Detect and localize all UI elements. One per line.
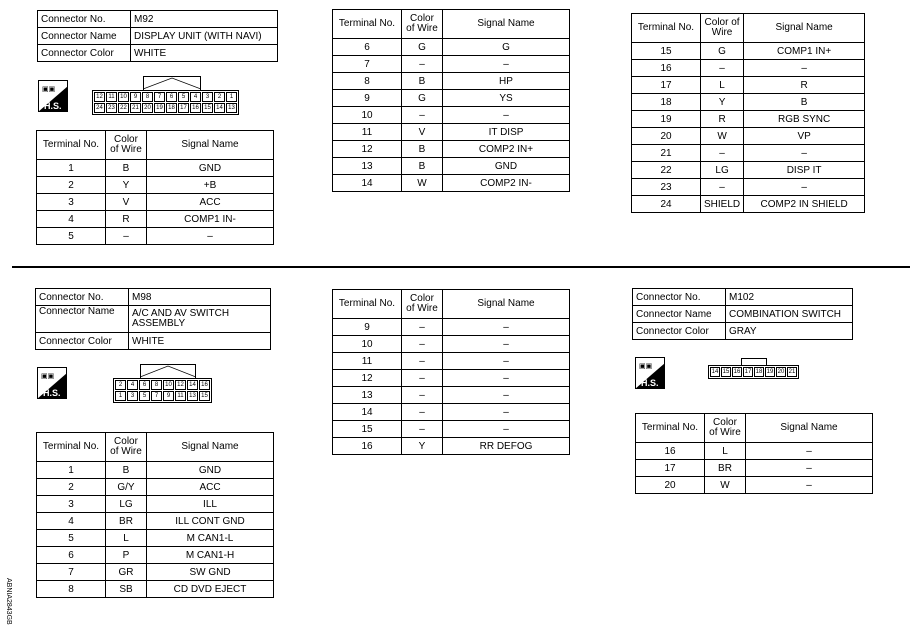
signal-name-cell: M CAN1-H	[147, 547, 274, 564]
signal-name-cell: –	[744, 179, 865, 196]
signal-name-cell: M CAN1-L	[147, 530, 274, 547]
connector-pin: 21	[130, 103, 141, 113]
signal-name-cell: –	[744, 60, 865, 77]
m92-connector-info	[37, 10, 278, 62]
terminal-no-cell: 16	[632, 60, 701, 77]
table-row	[632, 162, 865, 179]
connector-pin: 19	[154, 103, 165, 113]
connector-color-label: Connector Color	[38, 45, 131, 62]
signal-name-cell: ACC	[147, 479, 274, 496]
color-of-wire-header: Color of Wire	[106, 433, 147, 462]
wire-color-cell: SB	[106, 581, 147, 598]
signal-name-cell: GND	[147, 462, 274, 479]
signal-name-cell: –	[443, 107, 570, 124]
color-of-wire-header: Color of Wire	[701, 14, 744, 43]
svg-text:▣▣: ▣▣	[41, 373, 55, 380]
connector-no-value: M98	[129, 289, 271, 306]
table-row	[333, 421, 570, 438]
connector-pin: 18	[755, 369, 763, 375]
table-row	[333, 73, 570, 90]
wire-color-cell: L	[705, 443, 746, 460]
connector-pin: 10	[163, 380, 174, 390]
wire-color-cell: –	[402, 387, 443, 404]
connector-pin: 16	[199, 380, 210, 390]
terminal-no-cell: 19	[632, 111, 701, 128]
signal-name-cell: –	[744, 145, 865, 162]
signal-name-cell: GND	[443, 158, 570, 175]
terminal-no-cell: 3	[37, 194, 106, 211]
signal-name-header: Signal Name	[147, 131, 274, 160]
table-row	[37, 530, 274, 547]
m92-connector-face	[92, 90, 239, 115]
table-row	[37, 479, 274, 496]
terminal-no-cell: 13	[333, 158, 402, 175]
wire-color-cell: L	[106, 530, 147, 547]
connector-pin: 20	[777, 369, 785, 375]
connector-pin: 14	[711, 369, 719, 375]
table-row	[333, 353, 570, 370]
terminal-no-cell: 14	[333, 175, 402, 192]
connector-pin: 17	[178, 103, 189, 113]
wire-color-cell: P	[106, 547, 147, 564]
terminal-no-cell: 16	[636, 443, 705, 460]
connector-pin: 10	[118, 92, 129, 102]
connector-pin: 15	[199, 391, 210, 401]
signal-name-cell: –	[746, 460, 873, 477]
connector-name-value: A/C AND AV SWITCH ASSEMBLY	[129, 306, 271, 333]
connector-pin: 3	[127, 391, 138, 401]
wire-color-cell: W	[402, 175, 443, 192]
connector-no-value: M102	[726, 289, 853, 306]
table-row	[333, 404, 570, 421]
table-row	[333, 39, 570, 56]
terminal-no-cell: 2	[37, 177, 106, 194]
terminal-no-cell: 15	[333, 421, 402, 438]
m92-terminal-table-2	[332, 9, 570, 192]
connector-pin: 13	[226, 103, 237, 113]
table-row	[37, 194, 274, 211]
table-row	[37, 581, 274, 598]
wire-color-cell: L	[701, 77, 744, 94]
terminal-no-cell: 24	[632, 196, 701, 213]
wire-color-cell: –	[402, 107, 443, 124]
m102-terminal-table	[635, 413, 873, 494]
wire-color-cell: R	[106, 211, 147, 228]
wire-color-cell: GR	[106, 564, 147, 581]
signal-name-cell: SW GND	[147, 564, 274, 581]
signal-name-cell: R	[744, 77, 865, 94]
wire-color-cell: –	[701, 60, 744, 77]
terminal-no-cell: 12	[333, 370, 402, 387]
connector-pin: 7	[154, 92, 165, 102]
figure-code: ABNIA2843GB	[5, 578, 12, 625]
wire-color-cell: Y	[106, 177, 147, 194]
table-row	[333, 438, 570, 455]
table-row	[333, 107, 570, 124]
wire-color-cell: W	[705, 477, 746, 494]
signal-name-cell: –	[443, 421, 570, 438]
table-row	[333, 175, 570, 192]
connector-pin: 24	[94, 103, 105, 113]
terminal-no-cell: 18	[632, 94, 701, 111]
terminal-no-cell: 1	[37, 160, 106, 177]
terminal-no-cell: 7	[333, 56, 402, 73]
wire-color-cell: –	[701, 145, 744, 162]
connector-color-label: Connector Color	[36, 333, 129, 350]
signal-name-cell: B	[744, 94, 865, 111]
signal-name-cell: –	[443, 387, 570, 404]
terminal-no-header: Terminal No.	[37, 433, 106, 462]
connector-pin: 13	[187, 391, 198, 401]
table-row	[333, 370, 570, 387]
terminal-no-cell: 11	[333, 353, 402, 370]
signal-name-cell: –	[746, 443, 873, 460]
m102-connector-info	[632, 288, 853, 340]
table-row	[333, 56, 570, 73]
connector-pin: 6	[139, 380, 150, 390]
connector-pin: 23	[106, 103, 117, 113]
connector-pin: 8	[142, 92, 153, 102]
latch-shape	[140, 364, 196, 378]
wire-color-cell: W	[701, 128, 744, 145]
table-row	[636, 460, 873, 477]
connector-pin: 18	[166, 103, 177, 113]
wire-color-cell: G/Y	[106, 479, 147, 496]
wire-color-cell: B	[402, 73, 443, 90]
terminal-no-cell: 10	[333, 107, 402, 124]
table-row	[333, 124, 570, 141]
terminal-no-header: Terminal No.	[333, 290, 402, 319]
terminal-no-cell: 2	[37, 479, 106, 496]
terminal-no-cell: 9	[333, 90, 402, 107]
terminal-no-cell: 12	[333, 141, 402, 158]
signal-name-cell: HP	[443, 73, 570, 90]
table-row	[333, 319, 570, 336]
signal-name-cell: RR DEFOG	[443, 438, 570, 455]
m98-connector-face	[113, 378, 212, 403]
table-row	[37, 462, 274, 479]
connector-pin: 15	[722, 369, 730, 375]
table-row	[37, 547, 274, 564]
connector-pin: 5	[139, 391, 150, 401]
terminal-no-cell: 5	[37, 228, 106, 245]
table-row	[333, 387, 570, 404]
terminal-no-header: Terminal No.	[632, 14, 701, 43]
wire-color-cell: Y	[402, 438, 443, 455]
terminal-no-cell: 9	[333, 319, 402, 336]
svg-text:▣▣: ▣▣	[639, 363, 653, 370]
signal-name-cell: –	[746, 477, 873, 494]
connector-pin: 1	[115, 391, 126, 401]
terminal-no-cell: 17	[636, 460, 705, 477]
connector-pin: 9	[130, 92, 141, 102]
terminal-no-cell: 13	[333, 387, 402, 404]
wire-color-cell: B	[402, 141, 443, 158]
terminal-no-cell: 4	[37, 211, 106, 228]
connector-pin: 22	[118, 103, 129, 113]
signal-name-cell: CD DVD EJECT	[147, 581, 274, 598]
color-of-wire-header: Color of Wire	[402, 290, 443, 319]
wire-color-cell: –	[402, 353, 443, 370]
signal-name-cell: COMP1 IN+	[744, 43, 865, 60]
table-row	[632, 43, 865, 60]
terminal-no-cell: 7	[37, 564, 106, 581]
wire-color-cell: V	[106, 194, 147, 211]
wire-color-cell: –	[402, 370, 443, 387]
connector-color-label: Connector Color	[633, 323, 726, 340]
terminal-no-cell: 17	[632, 77, 701, 94]
connector-no-label: Connector No.	[38, 11, 131, 28]
terminal-no-cell: 4	[37, 513, 106, 530]
wire-color-cell: BR	[705, 460, 746, 477]
connector-pin: 19	[766, 369, 774, 375]
color-of-wire-header: Color of Wire	[106, 131, 147, 160]
signal-name-cell: –	[443, 319, 570, 336]
color-of-wire-header: Color of Wire	[705, 414, 746, 443]
signal-name-cell: COMP1 IN-	[147, 211, 274, 228]
table-row	[37, 228, 274, 245]
table-row	[632, 196, 865, 213]
connector-pin: 12	[175, 380, 186, 390]
connector-pin: 4	[190, 92, 201, 102]
connector-pin: 2	[115, 380, 126, 390]
connector-pin: 16	[190, 103, 201, 113]
terminal-no-cell: 20	[636, 477, 705, 494]
wire-color-cell: –	[402, 336, 443, 353]
m92-terminal-table-1	[36, 130, 274, 245]
hs-harness-side-icon	[635, 357, 665, 389]
signal-name-cell: +B	[147, 177, 274, 194]
terminal-no-cell: 8	[333, 73, 402, 90]
signal-name-header: Signal Name	[443, 290, 570, 319]
table-row	[37, 211, 274, 228]
table-row	[632, 145, 865, 162]
terminal-no-cell: 8	[37, 581, 106, 598]
terminal-no-cell: 23	[632, 179, 701, 196]
terminal-no-cell: 20	[632, 128, 701, 145]
terminal-no-header: Terminal No.	[636, 414, 705, 443]
connector-pin: 9	[163, 391, 174, 401]
table-row	[632, 111, 865, 128]
signal-name-cell: ILL CONT GND	[147, 513, 274, 530]
signal-name-cell: GND	[147, 160, 274, 177]
signal-name-cell: –	[147, 228, 274, 245]
terminal-no-cell: 15	[632, 43, 701, 60]
connector-no-value: M92	[131, 11, 278, 28]
wire-color-cell: B	[106, 462, 147, 479]
signal-name-cell: –	[443, 370, 570, 387]
wire-color-cell: –	[402, 319, 443, 336]
signal-name-header: Signal Name	[147, 433, 274, 462]
terminal-no-cell: 3	[37, 496, 106, 513]
connector-color-value: GRAY	[726, 323, 853, 340]
terminal-no-cell: 5	[37, 530, 106, 547]
connector-pin: 14	[187, 380, 198, 390]
signal-name-cell: –	[443, 404, 570, 421]
wire-color-cell: B	[402, 158, 443, 175]
table-row	[636, 443, 873, 460]
wire-color-cell: –	[402, 404, 443, 421]
wire-color-cell: G	[402, 39, 443, 56]
signal-name-header: Signal Name	[746, 414, 873, 443]
signal-name-cell: –	[443, 353, 570, 370]
connector-name-label: Connector Name	[36, 306, 129, 333]
wire-color-cell: V	[402, 124, 443, 141]
hs-harness-side-icon	[37, 367, 67, 399]
signal-name-cell: ACC	[147, 194, 274, 211]
table-row	[632, 179, 865, 196]
wire-color-cell: G	[402, 90, 443, 107]
m98-connector-info	[35, 288, 271, 350]
hs-harness-side-icon	[38, 80, 68, 112]
table-row	[37, 160, 274, 177]
wire-color-cell: –	[106, 228, 147, 245]
signal-name-cell: –	[443, 56, 570, 73]
table-row	[333, 141, 570, 158]
wire-color-cell: R	[701, 111, 744, 128]
table-row	[333, 158, 570, 175]
connector-pin: 3	[202, 92, 213, 102]
connector-pin: 12	[94, 92, 105, 102]
signal-name-cell: YS	[443, 90, 570, 107]
table-row	[37, 564, 274, 581]
m102-connector-face	[708, 365, 799, 379]
connector-color-value: WHITE	[129, 333, 271, 350]
signal-name-cell: VP	[744, 128, 865, 145]
m92-terminal-table-3	[631, 13, 865, 213]
connector-pin: 17	[744, 369, 752, 375]
connector-pin: 11	[175, 391, 186, 401]
wire-color-cell: LG	[701, 162, 744, 179]
svg-text:▣▣: ▣▣	[42, 86, 56, 93]
table-row	[632, 77, 865, 94]
connector-pin: 16	[733, 369, 741, 375]
terminal-no-cell: 21	[632, 145, 701, 162]
signal-name-cell: IT DISP	[443, 124, 570, 141]
terminal-no-header: Terminal No.	[333, 10, 402, 39]
wire-color-cell: BR	[106, 513, 147, 530]
table-row	[333, 336, 570, 353]
signal-name-cell: ILL	[147, 496, 274, 513]
terminal-no-header: Terminal No.	[37, 131, 106, 160]
connector-name-value: DISPLAY UNIT (WITH NAVI)	[131, 28, 278, 45]
signal-name-header: Signal Name	[443, 10, 570, 39]
connector-pin: 2	[214, 92, 225, 102]
table-row	[37, 496, 274, 513]
terminal-no-cell: 22	[632, 162, 701, 179]
terminal-no-cell: 16	[333, 438, 402, 455]
table-row	[632, 60, 865, 77]
signal-name-cell: RGB SYNC	[744, 111, 865, 128]
terminal-no-cell: 14	[333, 404, 402, 421]
wire-color-cell: SHIELD	[701, 196, 744, 213]
connector-name-label: Connector Name	[633, 306, 726, 323]
connector-pin: 8	[151, 380, 162, 390]
signal-name-header: Signal Name	[744, 14, 865, 43]
connector-name-value: COMBINATION SWITCH	[726, 306, 853, 323]
terminal-no-cell: 10	[333, 336, 402, 353]
table-row	[333, 90, 570, 107]
terminal-no-cell: 6	[37, 547, 106, 564]
section-divider	[12, 266, 910, 268]
wire-color-cell: LG	[106, 496, 147, 513]
connector-pin: 5	[178, 92, 189, 102]
connector-pin: 4	[127, 380, 138, 390]
m98-terminal-table-2	[332, 289, 570, 455]
color-of-wire-header: Color of Wire	[402, 10, 443, 39]
signal-name-cell: –	[443, 336, 570, 353]
wire-color-cell: –	[701, 179, 744, 196]
hs-label: H.S.	[641, 378, 659, 388]
wire-color-cell: Y	[701, 94, 744, 111]
wire-color-cell: G	[701, 43, 744, 60]
m98-terminal-table-1	[36, 432, 274, 598]
hs-label: H.S.	[44, 101, 62, 111]
terminal-no-cell: 6	[333, 39, 402, 56]
wire-color-cell: –	[402, 56, 443, 73]
connector-pin: 1	[226, 92, 237, 102]
connector-pin: 20	[142, 103, 153, 113]
connector-pin: 7	[151, 391, 162, 401]
connector-pin: 11	[106, 92, 117, 102]
signal-name-cell: G	[443, 39, 570, 56]
table-row	[37, 513, 274, 530]
signal-name-cell: COMP2 IN SHIELD	[744, 196, 865, 213]
table-row	[632, 94, 865, 111]
wire-color-cell: –	[402, 421, 443, 438]
table-row	[636, 477, 873, 494]
terminal-no-cell: 11	[333, 124, 402, 141]
hs-label: H.S.	[43, 388, 61, 398]
table-row	[37, 177, 274, 194]
connector-no-label: Connector No.	[633, 289, 726, 306]
connector-pin: 6	[166, 92, 177, 102]
signal-name-cell: COMP2 IN-	[443, 175, 570, 192]
connector-name-label: Connector Name	[38, 28, 131, 45]
connector-color-value: WHITE	[131, 45, 278, 62]
signal-name-cell: DISP IT	[744, 162, 865, 179]
connector-pin: 21	[788, 369, 796, 375]
terminal-no-cell: 1	[37, 462, 106, 479]
wire-color-cell: B	[106, 160, 147, 177]
connector-pin: 15	[202, 103, 213, 113]
signal-name-cell: COMP2 IN+	[443, 141, 570, 158]
table-row	[632, 128, 865, 145]
latch-shape	[143, 76, 201, 90]
connector-pin: 14	[214, 103, 225, 113]
connector-no-label: Connector No.	[36, 289, 129, 306]
